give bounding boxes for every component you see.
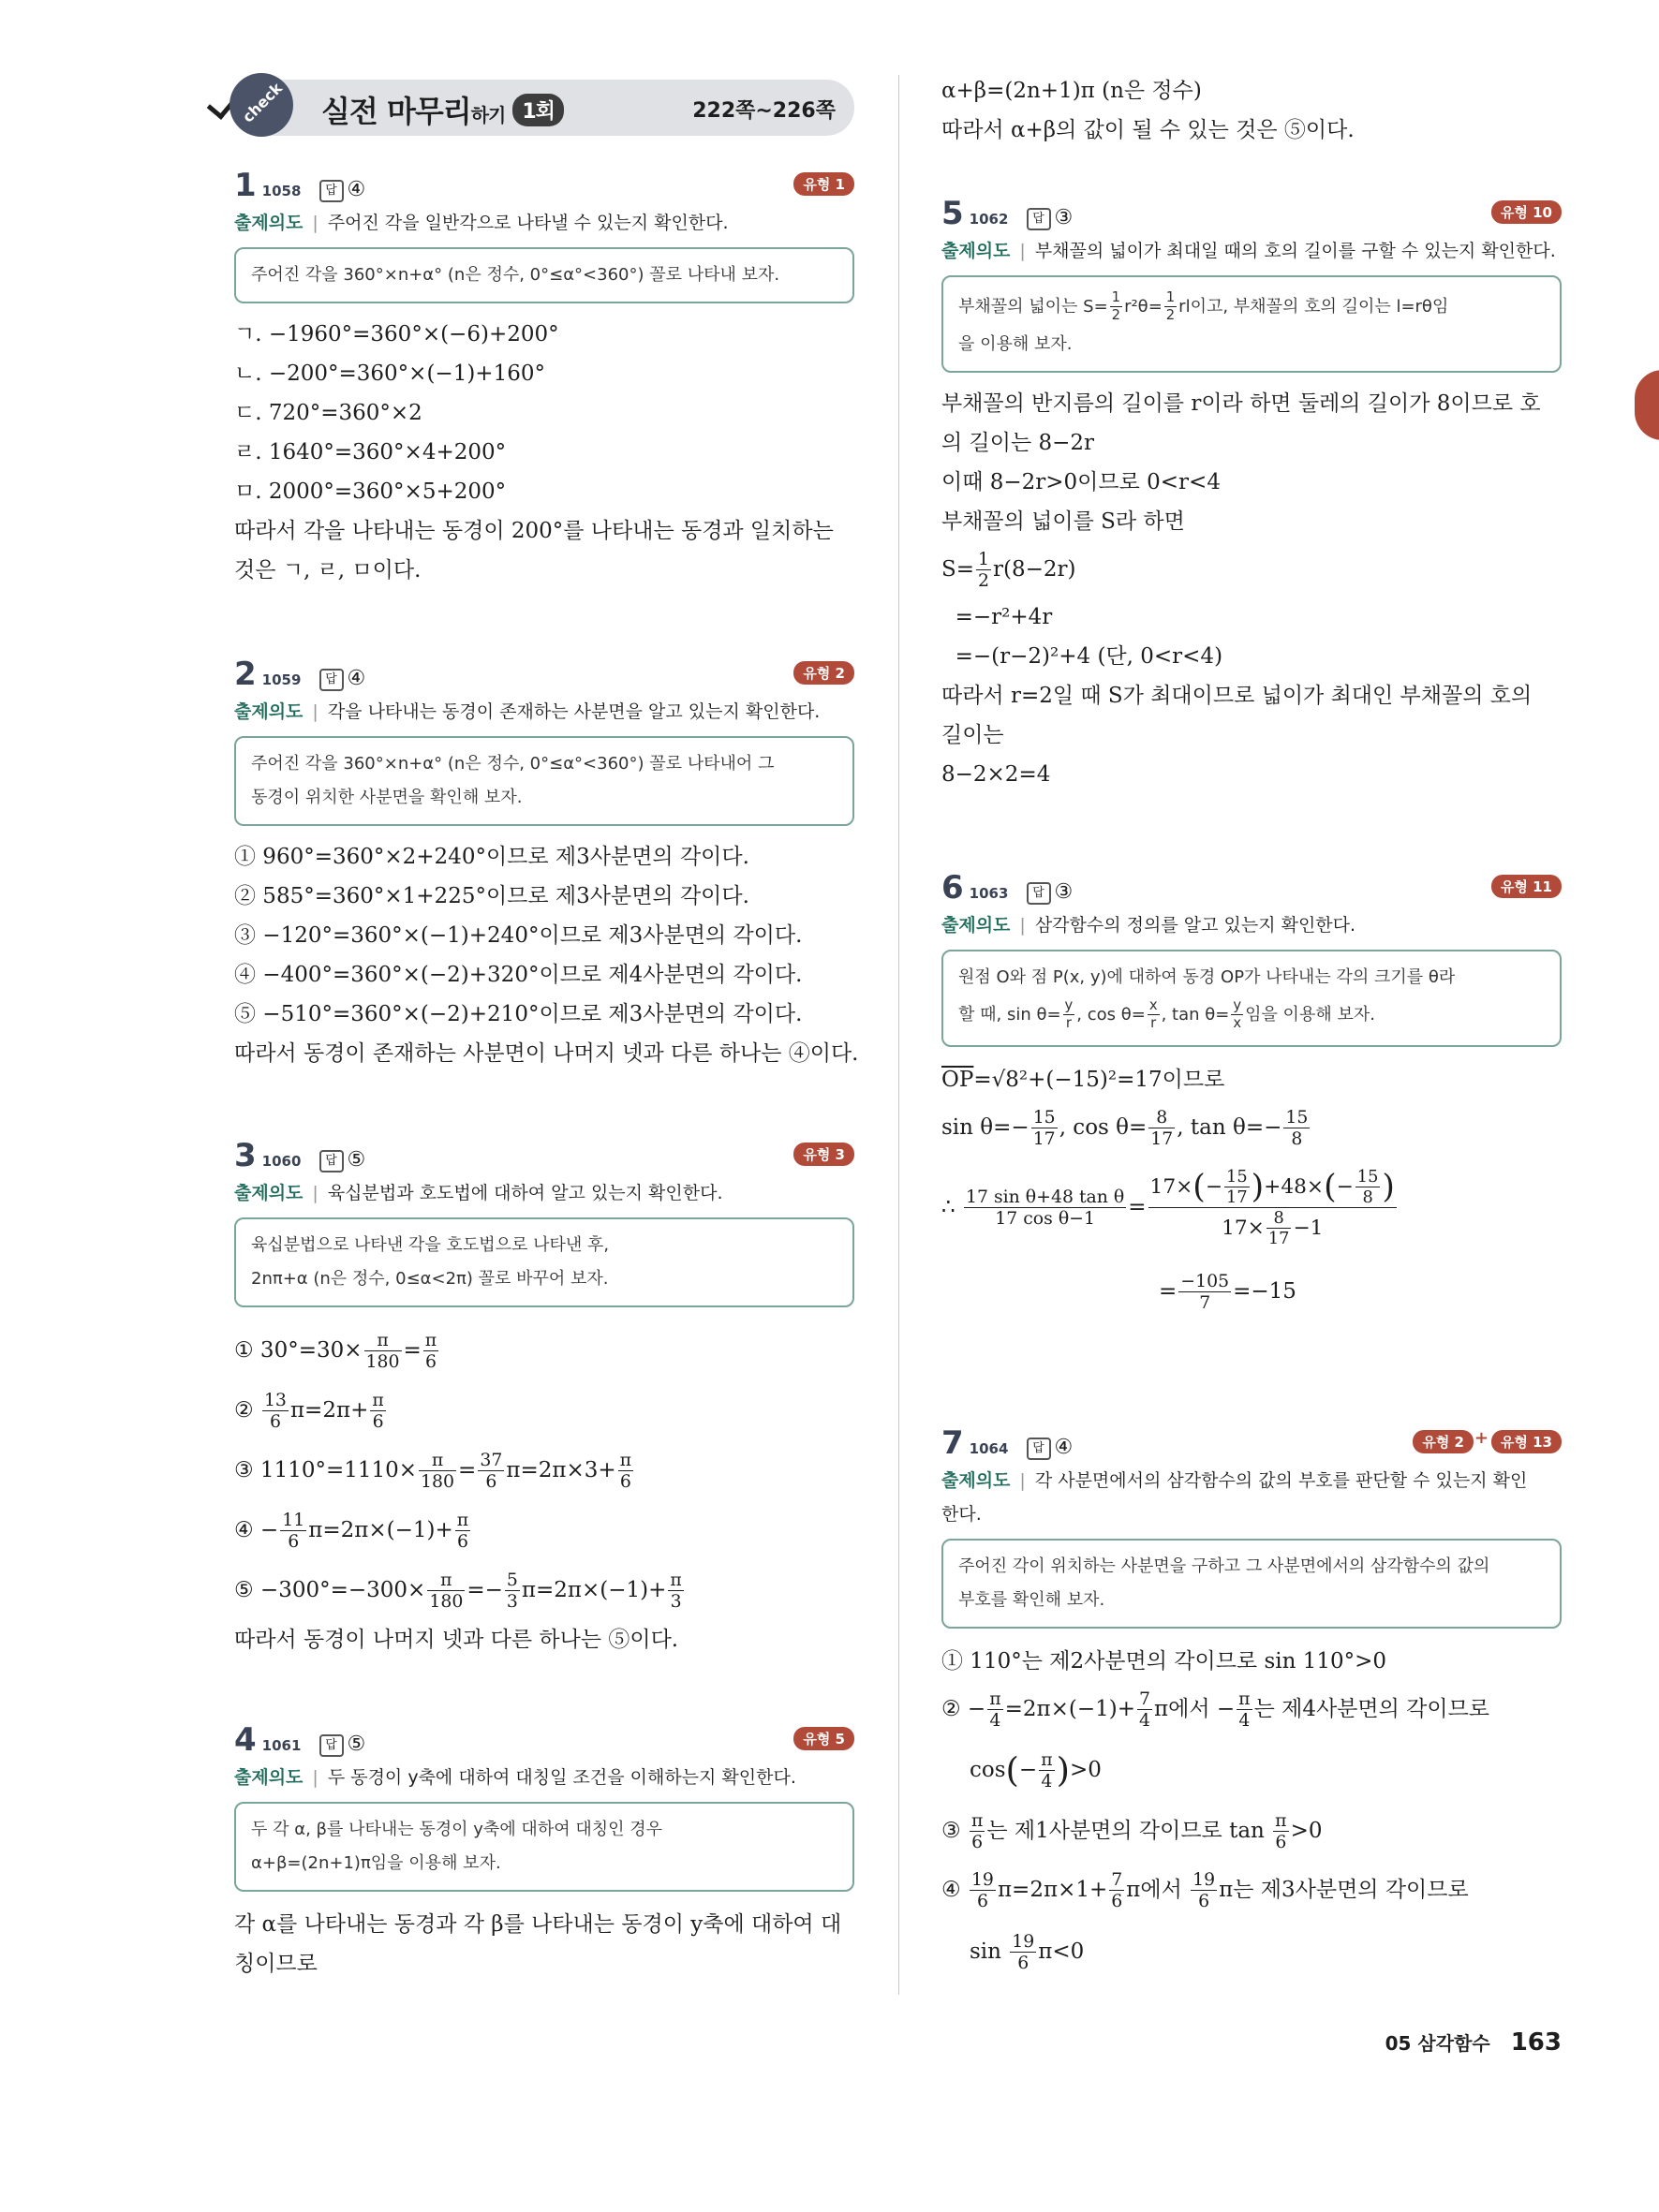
problem-7 bbox=[941, 1424, 1562, 1983]
round-badge: 1회 bbox=[512, 94, 564, 126]
op-line: $\overline{OP}=√8^2+(-15)^2=17$이므로 bbox=[941, 1068, 1225, 1092]
problem-4 bbox=[234, 1721, 854, 1983]
problem-6 bbox=[941, 869, 1562, 1324]
intent-row: 출제의도 | 육십분법과 호도법에 대하여 알고 있는지 확인한다. bbox=[234, 1183, 723, 1203]
solution: 각 α를 나타내는 동경과 각 β를 나타내는 동경이 y축에 대하여 대 칭이므로 bbox=[234, 1912, 842, 1976]
page-range: 222쪽~226쪽 bbox=[692, 99, 836, 123]
problem-2 bbox=[234, 656, 859, 1073]
problem-header: 3 1060 답 ⑤ 유형 3 bbox=[234, 1137, 854, 1171]
solution-line: ③ $\frac{\pi}{6}$ 는 제1사분면의 각이므로 tan $\frac{\pi}{6}$ >0 bbox=[941, 1810, 1323, 1852]
problem-1 bbox=[234, 167, 854, 590]
solution: ㄱ. −1960°=360°×(−6)+200° ㄴ. −200°=360°×(−1)+160° ㄷ. 720°=360°×2 ㄹ. 1640°=360°×4+200° ㅁ. 2000°=360°×5+200° 따라서 각을 나타내는 동경이 200°를 나타내는 동경과 일치하는 것은 ㄱ, ㄹ, ㅁ이다. bbox=[234, 322, 834, 582]
intent-row: 출제의도 | 각을 나타내는 동경이 존재하는 사분면을 알고 있는지 확인한다. bbox=[234, 701, 821, 722]
chapter-edge-tab bbox=[1635, 370, 1659, 440]
chapter-label: 05 삼각함수 bbox=[1385, 2032, 1490, 2055]
problem-header: 5 1062 답 ③ 유형 10 bbox=[941, 195, 1562, 229]
solution-line: ② $\frac{13}{6}$ π=2π+ $\frac{\pi}{6}$ bbox=[234, 1390, 384, 1432]
answer-icon: 답 bbox=[1027, 882, 1051, 905]
section-title: 실전 마무리하기 1회 bbox=[321, 88, 564, 131]
problem-header: 4 1061 답 ⑤ 유형 5 bbox=[234, 1721, 854, 1755]
intent-row: 출제의도 | 각 사분면에서의 삼각함수의 값의 부호를 판단할 수 있는지 확인 한다. bbox=[941, 1470, 1528, 1525]
intent-row: 출제의도 | 주어진 각을 일반각으로 나타낼 수 있는지 확인한다. bbox=[234, 213, 729, 233]
type-badge: 유형 2 bbox=[1413, 1430, 1474, 1453]
page-number: 163 bbox=[1510, 2028, 1562, 2057]
intent-row: 출제의도 | 삼각함수의 정의를 알고 있는지 확인한다. bbox=[941, 915, 1356, 936]
type-badge: 유형 3 bbox=[793, 1143, 854, 1166]
solution-line: ③ 1110°=1110× $\frac{\pi}{180}$ = $\frac{37}{6}$ π=2π×3+ $\frac{\pi}{6}$ bbox=[234, 1450, 632, 1492]
column-divider bbox=[898, 75, 899, 1995]
solution-line: ④ $\frac{19}{6}$ π=2π×1+ $\frac{7}{6}$ π에서 $\frac{19}{6}$ π는 제3사분면의 각이므로 bbox=[941, 1869, 1469, 1911]
guide-box: 두 각 α, β를 나타내는 동경이 y축에 대하여 대칭인 경우 α+β=(2n+1)π임을 이용해 보자. bbox=[234, 1802, 854, 1892]
intent-row: 출제의도 | 부채꼴의 넓이가 최대일 때의 호의 길이를 구할 수 있는지 확인한다. bbox=[941, 241, 1556, 261]
solution-line: S= $\frac{1}{2}$ r(8−2r) bbox=[941, 549, 1076, 591]
answer-icon: 답 bbox=[319, 1150, 344, 1172]
solution-line: ② − $\frac{\pi}{4}$ =2π×(−1)+ $\frac{7}{4}$ π에서 − $\frac{\pi}{4}$ 는 제4사분면의 각이므로 bbox=[941, 1688, 1490, 1731]
intent-row: 출제의도 | 두 동경이 y축에 대하여 대칭일 조건을 이해하는지 확인한다. bbox=[234, 1767, 796, 1788]
guide-box: 육십분법으로 나타낸 각을 호도법으로 나타낸 후, 2nπ+α (n은 정수, 0≤α<2π) 꼴로 바꾸어 보자. bbox=[234, 1217, 854, 1307]
solution: 부채꼴의 반지름의 길이를 r이라 하면 둘레의 길이가 8이므로 호 의 길이는 8−2r 이때 8−2r>0이므로 0<r<4 부채꼴의 넓이를 S라 하면 S= $\frac{1}{2}$ r(8−2r) =−r²+4r =−(r−2)²+4 (단, 0<r<4) 따라서 r=2일 때 S가 최대이므로 넓이가 최대인 부채꼴의 호의 길이는 8−2×2=4 bbox=[941, 384, 1562, 794]
type-badge: 유형 13 bbox=[1491, 1430, 1562, 1453]
type-badge: 유형 1 bbox=[793, 172, 854, 196]
problem-3 bbox=[234, 1137, 854, 1659]
guide-box: 주어진 각이 위치하는 사분면을 구하고 그 사분면에서의 삼각함수의 값의 부호를 확인해 보자. bbox=[941, 1539, 1562, 1629]
type-badge: 유형 10 bbox=[1491, 200, 1562, 224]
answer-icon: 답 bbox=[319, 180, 344, 202]
problem-header: 2 1059 답 ④ 유형 2 bbox=[234, 656, 854, 689]
problem-4-continued: α+β=(2n+1)π (n은 정수) 따라서 α+β의 값이 될 수 있는 것은 ⑤이다. bbox=[941, 79, 1355, 142]
guide-box: 주어진 각을 360°×n+α° (n은 정수, 0°≤α°<360°) 꼴로 나타내어 그 동경이 위치한 사분면을 확인해 보자. bbox=[234, 736, 854, 826]
solution: ① 960°=360°×2+240°이므로 제3사분면의 각이다. ② 585°=360°×1+225°이므로 제3사분면의 각이다. ③ −120°=360°×(−1)+240°이므로 제3사분면의 각이다. ④ −400°=360°×(−2)+320°이므로 제4사분면의 각이다. ⑤ −510°=360°×(−2)+210°이므로 제3사분면의 각이다. 따라서 동경이 존재하는 사분면이 나머지 넷과 다른 하나는 ④이다. bbox=[234, 845, 859, 1066]
answer-icon: 답 bbox=[319, 669, 344, 691]
guide-box: 부채꼴의 넓이는 S= $\frac{1}{2}$ r²θ= $\frac{1}{2}$ rl이고, 부채꼴의 호의 길이는 l=rθ임 을 이용해 보자. bbox=[941, 275, 1562, 373]
guide-box: 원점 O와 점 P(x, y)에 대하여 동경 OP가 나타내는 각의 크기를 θ라 할 때, sin θ= $\frac{y}{r}$ , cos θ= $\frac{x}{r}$ , tan θ= $\frac{y}{x}$ 임을 이용해 보자. bbox=[941, 950, 1562, 1047]
problem-header: 1 1058 답 ④ 유형 1 bbox=[234, 167, 854, 200]
type-badge: 유형 2 bbox=[793, 661, 854, 685]
page-footer bbox=[1385, 2028, 1562, 2057]
answer-icon: 답 bbox=[1027, 1438, 1051, 1460]
check-badge: check bbox=[230, 73, 293, 137]
solution-line: ∴ $\frac{\text{17 sin θ+48 tan θ}}{\text{17 cos θ−1}}$ = 17×(− $\frac{15}{17}$ )+48×(− $\frac{15}{8}$ ) 17× $\frac{8}{17}$ −1 bbox=[941, 1167, 1395, 1248]
type-badge: 유형 11 bbox=[1491, 875, 1562, 898]
problem-header: 6 1063 답 ③ 유형 11 bbox=[941, 869, 1562, 903]
guide-box: 주어진 각을 360°×n+α° (n은 정수, 0°≤α°<360°) 꼴로 나타내 보자. bbox=[234, 247, 854, 303]
solution-line: ① 30°=30× $\frac{\pi}{180}$ = $\frac{\pi}{6}$ bbox=[234, 1330, 437, 1372]
answer-icon: 답 bbox=[1027, 208, 1051, 230]
solution bbox=[941, 1060, 1562, 1324]
solution-line: ⑤ −300°=−300× $\frac{\pi}{180}$ =− $\frac{5}{3}$ π=2π×(−1)+ $\frac{\pi}{3}$ bbox=[234, 1570, 682, 1612]
solution-line: ④ − $\frac{11}{6}$ π=2π×(−1)+ $\frac{\pi}{6}$ bbox=[234, 1510, 469, 1552]
solution-line: sin $\frac{19}{6}$ π<0 bbox=[970, 1931, 1085, 1973]
problem-header: 7 1064 답 ④ 유형 2 + 유형 13 bbox=[941, 1424, 1562, 1458]
solution-line: = $\frac{-105}{7}$ =−15 bbox=[1159, 1271, 1296, 1313]
type-badge: 유형 5 bbox=[793, 1727, 854, 1750]
problem-5 bbox=[941, 195, 1562, 794]
solution: ① 110°는 제2사분면의 각이므로 sin 110°>0 ② − $\frac{\pi}{4}$ =2π×(−1)+ $\frac{7}{4}$ π에서 − $\frac{\pi}{4}$ 는 제4사분면의 각이므로 cos(− $\frac{\pi}{4}$ )>0 ③ $\frac{\pi}{6}$ 는 제1사분면의 각이므로 tan $\frac{\pi}{6}$ >0 ④ $\frac{19}{6}$ π=2π×1+ $\frac{7}{6}$ π에서 $\frac{19}{6}$ π는 제3사분면의 각이므로 sin $\frac{19}{6}$ π<0 bbox=[941, 1642, 1562, 1983]
plus-icon: + bbox=[1474, 1428, 1489, 1448]
answer-icon: 답 bbox=[319, 1734, 344, 1757]
solution-line: cos(− $\frac{\pi}{4}$ )>0 bbox=[970, 1749, 1102, 1792]
solution-line: sin θ=− $\frac{15}{17}$ , cos θ= $\frac{8}{17}$ , tan θ=− $\frac{15}{8}$ bbox=[941, 1107, 1309, 1149]
solution: ① 30°=30× $\frac{\pi}{180}$ = $\frac{\pi}{6}$ ② $\frac{13}{6}$ π=2π+ $\frac{\pi}{6}$ ③ 1110°=1110× $\frac{\pi}{180}$ = $\frac{37}{6}$ π=2π×3+ $\frac{\pi}{6}$ ④ − $\frac{11}{6}$ π=2π×(−1)+ $\frac{\pi}{6}$ ⑤ −300°=−300× $\frac{\pi}{180}$ =− $\frac{5}{3}$ π=2π×(−1)+ $\frac{\pi}{3}$ 따라서 동경이 나머지 넷과 다른 하나는 ⑤이다. bbox=[234, 1320, 854, 1659]
